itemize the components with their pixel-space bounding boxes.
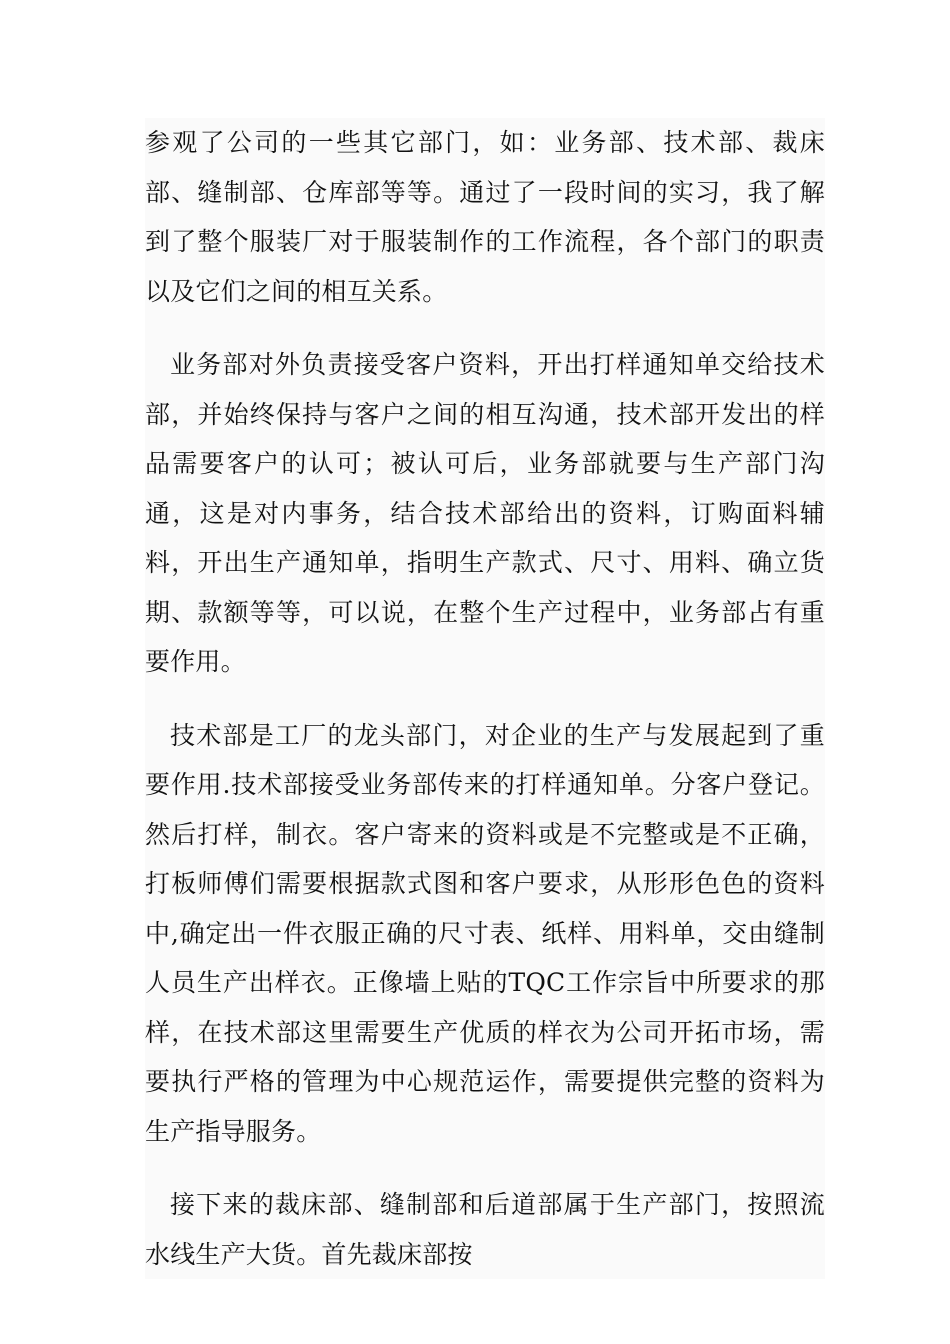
paragraph-departments-intro: 参观了公司的一些其它部门，如：业务部、技术部、裁床部、缝制部、仓库部等等。通过了一段时间的实习，我了解到了整个服装厂对于服装制作的工作流程，各个部门的职责以及它们之间的相互关系。 xyxy=(145,128,825,306)
document-body xyxy=(145,118,825,1279)
paragraph-technical-department: 技术部是工厂的龙头部门，对企业的生产与发展起到了重要作用.技术部接受业务部传来的打样通知单。分客户登记。然后打样，制衣。客户寄来的资料或是不完整或是不正确，打板师傅们需要根据款式图和客户要求，从形形色色的资料中,确定出一件衣服正确的尺寸表、纸样、用料单，交由缝制人员生产出样衣。正像墙上贴的TQC工作宗旨中所要求的那样，在技术部这里需要生产优质的样衣为公司开拓市场，需要执行严格的管理为中心规范运作，需要提供完整的资料为生产指导服务。 xyxy=(145,720,825,1146)
paragraph-production-departments: 接下来的裁床部、缝制部和后道部属于生产部门，按照流水线生产大货。首先裁床部按 xyxy=(145,1190,825,1269)
paragraph-business-department: 业务部对外负责接受客户资料，开出打样通知单交给技术部，并始终保持与客户之间的相互沟通，技术部开发出的样品需要客户的认可；被认可后，业务部就要与生产部门沟通，这是对内事务，结合技术部给出的资料，订购面料辅料，开出生产通知单，指明生产款式、尺寸、用料、确立货期、款额等等，可以说，在整个生产过程中，业务部占有重要作用。 xyxy=(145,350,825,676)
